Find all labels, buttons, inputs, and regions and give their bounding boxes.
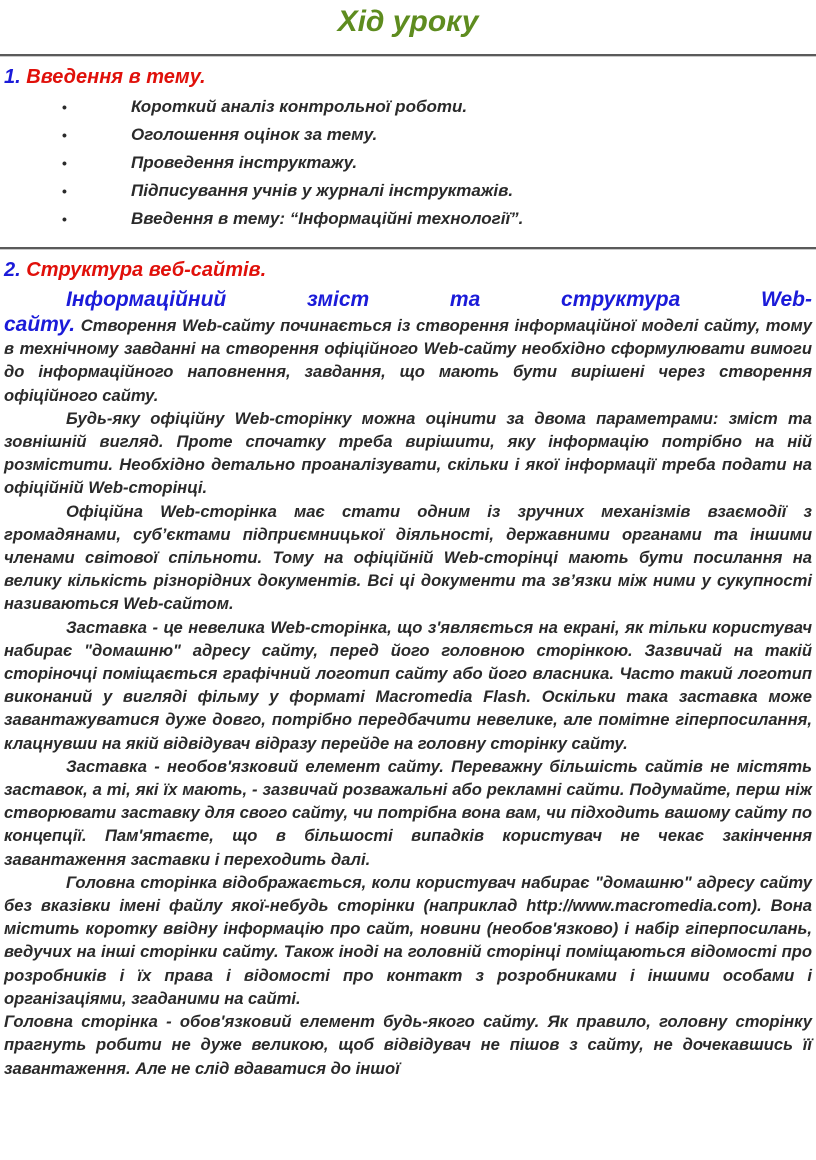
- list-item-text: Оголошення оцінок за тему.: [131, 125, 378, 144]
- list-item: [0, 177, 816, 205]
- lead-paragraph: [4, 286, 812, 407]
- list-item-text: Введення в тему: “Інформаційні технології”.: [131, 209, 524, 228]
- list-item: [0, 121, 816, 149]
- list-item-text: Підписування учнів у журналі інструктажів.: [131, 181, 514, 200]
- list-item: [0, 205, 816, 233]
- bullet-icon: •: [62, 127, 67, 143]
- paragraph: Головна сторінка відображається, коли користувач набирає "домашню" адресу сайту без вказівки імені файлу якої-небудь сторінки (наприклад http://www.macromedia.com). Вона містить коротку ввідну інформацію про сайт, новини (необов'язково) і набір гіперпосилань, ведучих на інші сторінки сайту. Також іноді на головній сторінці поміщаються відомості про розробників і їх права і відомості про контакт з розробниками і іншими особами і організаціями, згаданими на сайті.: [4, 872, 812, 1008]
- lead-text: Створення Web-сайту починається із створення інформаційної моделі сайту, тому в технічному завданні на створення офіційного Web-сайту необхідно сформулювати вимоги до інформаційного наповнення, завдання, що мають бути вирішені через створення офіційного сайту.: [4, 316, 812, 405]
- lead-heading-line: Інформаційний зміст та структура Web-: [66, 288, 812, 311]
- section-site-structure: [0, 258, 816, 1080]
- list-item: [0, 149, 816, 177]
- paragraph: Будь-яку офіційну Web-сторінку можна оцінити за двома параметрами: зміст та зовнішній вигляд. Проте спочатку треба вирішити, яку інформацію потрібно на ній розмістити. Необхідно детально проаналізувати, скільки і якої інформації треба подати на офіційній Web-сторінці.: [4, 408, 812, 498]
- bullet-icon: •: [62, 183, 67, 199]
- section-heading: [4, 65, 816, 89]
- lead-heading-continuation: сайту.: [4, 313, 76, 336]
- list-item: [0, 93, 816, 121]
- divider: [0, 54, 816, 57]
- section-number: 1.: [4, 66, 21, 88]
- bullet-icon: •: [62, 99, 67, 115]
- paragraph: Заставка - необов'язковий елемент сайту. Переважну більшість сайтів не містять заставок, а ті, які їх мають, - зазвичай розважальні або рекламні сайти. Подумайте, перш ніж створювати заставку для свого сайту, чи потрібна вона вам, чи підходить вашому сайту по концепції. Пам'ятаєте, що в більшості випадків користувач не чекає закінчення завантаження заставки і переходить далі.: [4, 756, 812, 869]
- section-title: Структура веб-сайтів.: [26, 259, 267, 281]
- divider: [0, 247, 816, 250]
- paragraph: Офіційна Web-сторінка має стати одним із зручних механізмів взаємодії з громадянами, суб’єктами підприємницької діяльності, державними органами та іншими членами світової спільноти. Тому на офіційній Web-сторінці мають бути посилання на велику кількість різнорідних документів. Всі ці документи та зв’язки між ними у сукупності називаються Web-сайтом.: [4, 501, 812, 614]
- section-introduction: [0, 65, 816, 233]
- section-number: 2.: [4, 259, 21, 281]
- list-item-text: Короткий аналіз контрольної роботи.: [131, 97, 468, 116]
- list-item-text: Проведення інструктажу.: [131, 153, 358, 172]
- section-title: Введення в тему.: [26, 66, 206, 88]
- paragraph: Заставка - це невелика Web-сторінка, що з'являється на екрані, як тільки користувач набирає "домашню" адресу сайту, перед його головною сторінкою. Зазвичай на такій сторіночці поміщається графічний логотип сайту або його власника. Часто такий логотип виконаний у вигляді фільму у форматі Macromedia Flash. Оскільки така заставка може завантажуватися дуже довго, потрібно передбачити невелике, але помітне гіперпосилання, клацнувши на якій відвідувач відразу перейде на головну сторінку сайту.: [4, 617, 812, 753]
- bullet-icon: •: [62, 155, 67, 171]
- page-title: Хід уроку: [337, 5, 479, 38]
- bullet-icon: •: [62, 211, 67, 227]
- section-heading: [4, 258, 816, 282]
- paragraph: Головна сторінка - обов'язковий елемент будь-якого сайту. Як правило, головну сторінку прагнуть робити не дуже великою, щоб відвідувач не пішов з сайту, не дочекавшись її завантаження. Але не слід вдаватися до іншої: [4, 1012, 812, 1078]
- topic-list: [0, 93, 816, 233]
